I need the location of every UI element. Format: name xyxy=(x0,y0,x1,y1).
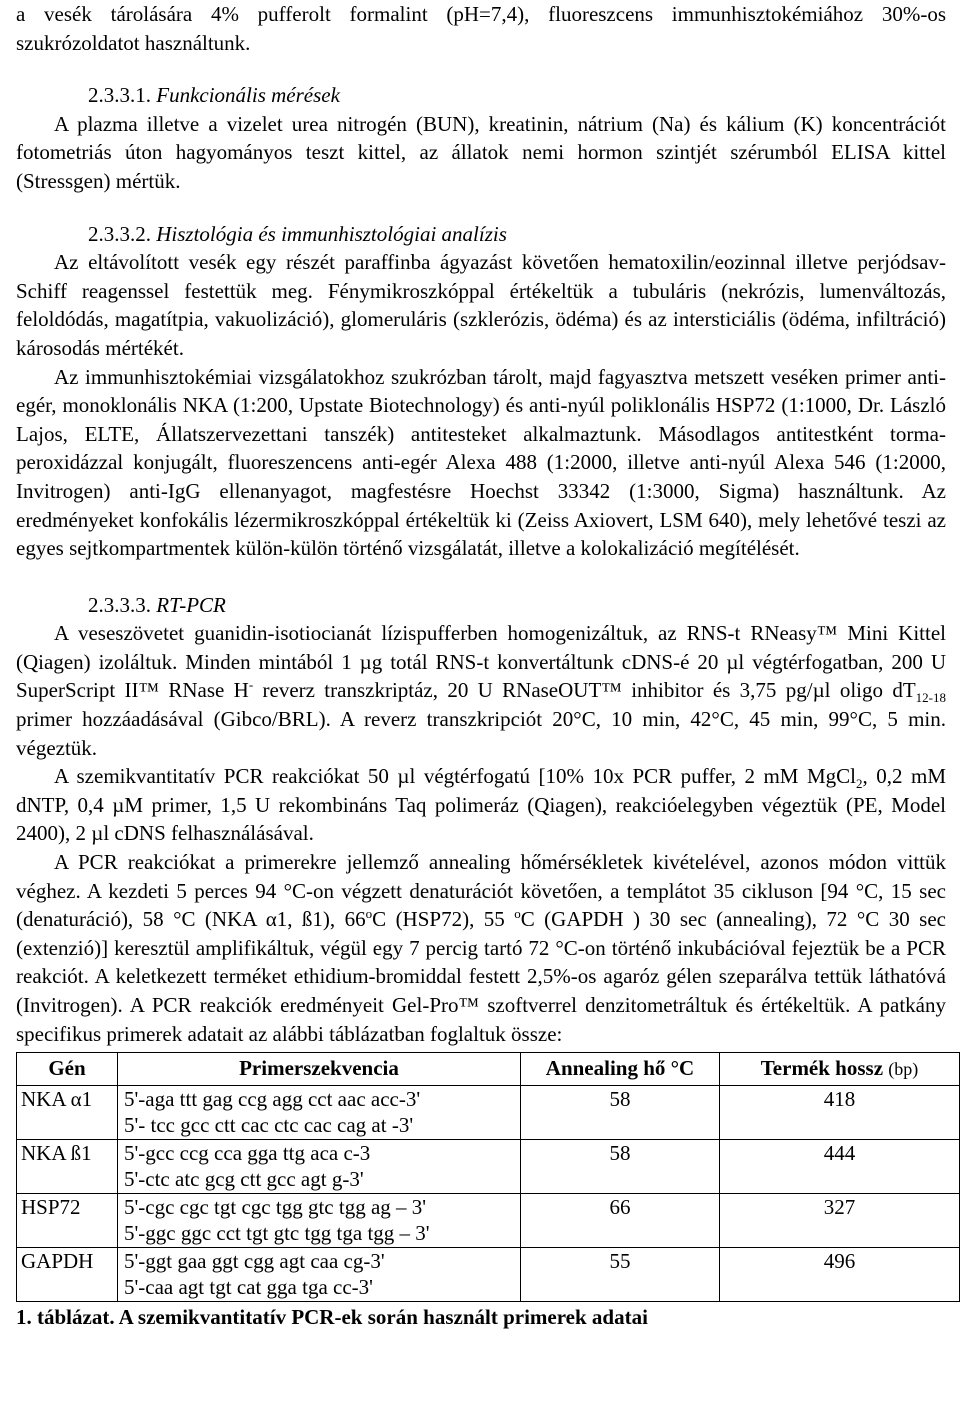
primer-reverse: 5'-ctc atc gcg ctt gcc agt g-3' xyxy=(124,1167,364,1192)
table-row xyxy=(17,1139,960,1193)
cell-gene: GAPDH xyxy=(17,1247,118,1301)
spacer xyxy=(16,196,946,220)
section-number: 2.3.3.1. xyxy=(88,83,151,108)
cell-annealing: 66 xyxy=(521,1193,720,1247)
intro-paragraph: a vesék tárolására 4% pufferolt formalint (pH=7,4), fluoreszcens immunhisztokémiához 30%-os szukrózoldatot használtunk. xyxy=(16,2,946,55)
text-span: Az eredményeket konfokális lézermikroszkóppal értékeltük ki (Zeiss Axiovert, LSM 640), mely lehetővé teszi az egyes sejtkompartmentek külön-külön történő vizsgálatát, illetve a kolokalizáció megítélését. xyxy=(16,478,946,561)
cell-annealing: 58 xyxy=(521,1085,720,1139)
cell-sequence xyxy=(118,1247,521,1301)
histology-paragraph-1 xyxy=(16,248,946,362)
text-span: Az eltávolított vesék egy részét paraffinba ágyazást követően hematoxilin/eozinnal illetve perjódsav-Schiff reagenssel festettük meg. xyxy=(16,250,946,303)
section-number: 2.3.3.3. xyxy=(88,592,151,617)
primer-forward: 5'-cgc cgc tgt cgc tgg gtc tgg ag – 3' xyxy=(124,1194,427,1219)
section-title: Funkcionális mérések xyxy=(156,83,340,108)
text-span: Fénymikroszkóppal értékeltük a tubuláris (nekrózis, lumenváltozás, feloldódás, magatítpia, vakuolizáció), glomeruláris (szklerózis, ödéma) és az intersticiális (ödéma, infiltráció) károsodás mértékét. xyxy=(16,278,946,360)
text-span: primer hozzáadásával (Gibco/BRL). A reverz transzkripciót 20°C, 10 min, 42°C, 45 min, 99°C, 5 min. végeztük. xyxy=(16,707,946,760)
header-product xyxy=(720,1053,960,1086)
section-heading-histology xyxy=(16,220,946,249)
section-heading-functional xyxy=(16,81,946,110)
text-span: C (HSP72), 55 xyxy=(372,907,515,932)
cell-product-length: 496 xyxy=(720,1247,960,1301)
primer-reverse: 5'-ggc ggc cct tgt gtc tgg tga tgg – 3' xyxy=(124,1221,430,1246)
cell-product-length: 327 xyxy=(720,1193,960,1247)
subscript: 12-18 xyxy=(915,690,947,706)
text-span: reverz transzkriptáz, 20 U RNaseOUT™ inhibitor és 3,75 pg/µl oligo dT xyxy=(253,678,916,703)
rtpcr-paragraph-2 xyxy=(16,762,946,848)
header-product-label: Termék hossz xyxy=(760,1056,884,1081)
text-span: C (GAPDH ) 30 sec (annealing), 72 °C 30 sec (extenzió)] keresztül amplifikáltuk, végül egy 7 percig tartó 72 °C-on történő inkubációval fejeztük be a PCR reakciót. A keletkezett terméket ethidium-bromiddal festett 2,5%-os agaróz gélen szeparálva tettük láthatóvá (Invitrogen). A PCR reakciók eredményeit Gel-Pro™ szoftverrel denzitometráltuk és értékeltük. A patkány specifikus primerek adatait az alábbi táblázatban foglaltuk össze: xyxy=(16,907,946,1046)
cell-gene: NKA α1 xyxy=(17,1085,118,1139)
cell-sequence xyxy=(118,1139,521,1193)
header-sequence: Primerszekvencia xyxy=(118,1053,521,1086)
table-caption: 1. táblázat. A szemikvantitatív PCR-ek során használt primerek adatai xyxy=(16,1304,648,1329)
rtpcr-paragraph-1 xyxy=(16,619,946,762)
rtpcr-paragraph-3 xyxy=(16,848,946,1048)
superscript: - xyxy=(248,677,254,693)
cell-annealing: 58 xyxy=(521,1139,720,1193)
primer-reverse: 5'-caa agt tgt cat gga tga cc-3' xyxy=(124,1275,373,1300)
text-span: A PCR reakciókat a primerekre jellemző annealing hőmérsékletek kivételével, azonos módon vittük véghez. A kezdeti 5 perces 94 °C-on végzett denaturációt követően, a templátot 35 cikluson [94 °C, 15 sec (denaturáció), 58 °C (NKA α1, ß1), 66 xyxy=(16,850,946,932)
primer-reverse: 5'- tcc gcc ctt cac ctc cac cag at -3' xyxy=(124,1113,414,1138)
functional-paragraph: A plazma illetve a vizelet urea nitrogén (BUN), kreatinin, nátrium (Na) és kálium (K) koncentrációt fotometriás úton hagyományos teszt kittel, az állatok nemi hormon szintjét szérumból ELISA kittel (Stressgen) mértük. xyxy=(16,111,946,193)
histology-paragraph-2 xyxy=(16,363,946,563)
header-gene: Gén xyxy=(17,1053,118,1086)
table-row xyxy=(17,1193,960,1247)
text-span: A veseszövetet guanidin-isotiocianát lízispufferben homogenizáltuk, az RNS-t RNeasy™ Mini Kittel (Qiagen) izoláltuk. Minden mintából 1 µg totál RNS-t konvertáltunk cDNS-é 20 µl végtérfogatban, 200 U SuperScript II™ RNase H xyxy=(16,621,946,703)
text-span: A szemikvantitatív PCR reakciókat 50 µl végtérfogatú [10% 10x PCR puffer, 2 mM MgCl xyxy=(54,764,856,789)
table-row xyxy=(17,1247,960,1301)
cell-annealing: 55 xyxy=(521,1247,720,1301)
cell-sequence xyxy=(118,1193,521,1247)
cell-sequence xyxy=(118,1085,521,1139)
section-title: RT-PCR xyxy=(156,592,226,617)
text-span: Az immunhisztokémiai vizsgálatokhoz szukrózban tárolt, majd fagyasztva metszett veséken primer anti-egér, monoklonális NKA (1:200, Upstate Biotechnology) és anti-nyúl poliklonális HSP72 (1:1000, Dr. xyxy=(16,364,946,418)
cell-gene: NKA ß1 xyxy=(17,1139,118,1193)
superscript: o xyxy=(514,906,521,922)
text-span: Másodlagos antitestként torma-peroxidázzal konjugált, fluoreszencens anti-egér Alexa 488 (1:2000, illetve anti-nyúl Alexa 546 (1:2000, Invitrogen) anti-IgG ellenanyagot, magfestésre Hoechst 33342 (1:3000, Sigma) használtunk. xyxy=(16,421,946,503)
section-heading-rtpcr xyxy=(16,591,946,620)
spacer xyxy=(16,563,946,591)
cell-product-length: 418 xyxy=(720,1085,960,1139)
primer-forward: 5'-aga ttt gag ccg agg cct aac acc-3' xyxy=(124,1086,421,1111)
primer-forward: 5'-gcc ccg cca gga ttg aca c-3 xyxy=(124,1140,371,1165)
section-title: Hisztológia és immunhisztológiai analízis xyxy=(156,221,507,246)
cell-product-length: 444 xyxy=(720,1139,960,1193)
section-number: 2.3.3.2. xyxy=(88,221,151,246)
cell-gene: HSP72 xyxy=(17,1193,118,1247)
header-annealing: Annealing hő °C xyxy=(521,1053,720,1086)
spacer xyxy=(16,57,946,81)
text-span: László Lajos, ELTE, Állatszervezettani tanszék) antitesteket alkalmaztunk. xyxy=(16,393,947,446)
table-header-row xyxy=(17,1053,960,1086)
primer-table xyxy=(16,1052,960,1302)
table-row xyxy=(17,1085,960,1139)
primer-forward: 5'-ggt gaa ggt cgg agt caa cg-3' xyxy=(124,1248,385,1273)
superscript: o xyxy=(365,906,373,922)
text-span: , 0,2 mM dNTP, 0,4 µM primer, 1,5 U rekombináns Taq polimeráz (Qiagen), reakcióelegyben végeztük (PE, Model 2400), 2 µl cDNS felhasználásával. xyxy=(16,764,946,846)
header-product-unit: (bp) xyxy=(888,1059,919,1080)
table-body xyxy=(17,1085,960,1301)
subscript: 2 xyxy=(855,776,863,792)
